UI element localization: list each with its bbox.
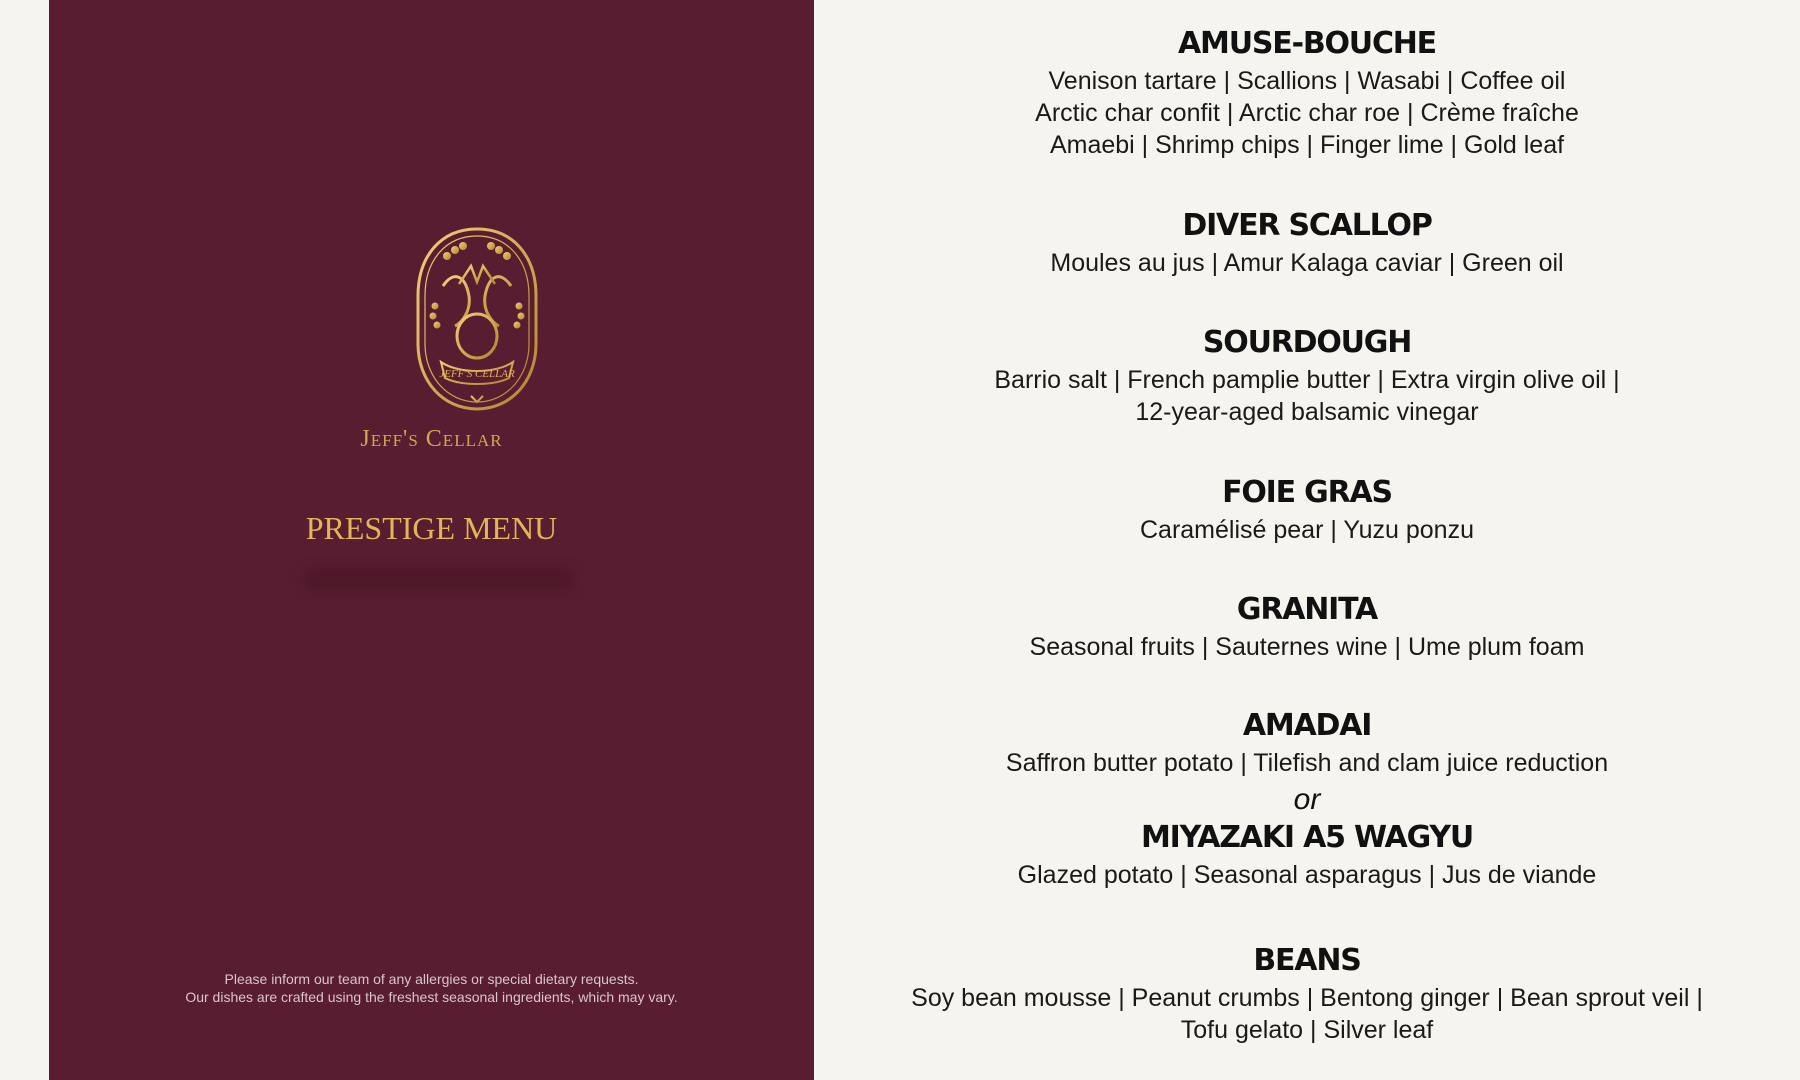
crest-banner-text: JEFF'S CELLAR (439, 368, 515, 380)
course-line: Arctic char confit | Arctic char roe | Crème fraîche (1035, 99, 1579, 127)
course-line: Venison tartare | Scallions | Wasabi | Coffee oil (1048, 67, 1566, 95)
course-description (814, 631, 1800, 663)
course-title: GRANITA (1236, 592, 1378, 627)
course-description (814, 65, 1800, 161)
course-description (814, 364, 1800, 428)
course-line: 12-year-aged balsamic vinegar (1135, 398, 1479, 426)
course-line: Soy bean mousse | Peanut crumbs | Bentong ginger | Bean sprout veil | (911, 984, 1703, 1012)
course-line: Tofu gelato | Silver leaf (1180, 1016, 1434, 1044)
course-line: Glazed potato | Seasonal asparagus | Jus de viande (1017, 861, 1597, 889)
course-title: SOURDOUGH (1202, 325, 1412, 360)
course-amuse-bouche (814, 25, 1800, 161)
menu-cover (49, 0, 814, 1080)
allergy-note-line: Please inform our team of any allergies or special dietary requests. (224, 971, 639, 987)
course-line: Seasonal fruits | Sauternes wine | Ume plum foam (1029, 633, 1585, 661)
allergy-note (49, 970, 814, 1006)
course-line: Moules au jus | Amur Kalaga caviar | Green oil (1050, 249, 1564, 277)
menu-title: PRESTIGE MENU (305, 510, 558, 546)
course-title: AMADAI (1242, 708, 1372, 743)
jeffs-cellar-crest-logo (413, 226, 541, 412)
course-title: AMUSE-BOUCHE (1178, 26, 1436, 61)
brand-name: Jeff's Cellar (360, 426, 503, 452)
course-title: DIVER SCALLOP (1182, 208, 1432, 243)
course-granita (814, 591, 1800, 663)
course-description (814, 514, 1800, 546)
course-alt-title: MIYAZAKI A5 WAGYU (1140, 820, 1474, 855)
course-alt-description (814, 859, 1800, 891)
course-amadai-or-wagyu (814, 707, 1800, 891)
course-title: FOIE GRAS (1222, 475, 1392, 510)
course-diver-scallop (814, 207, 1800, 279)
course-beans (814, 942, 1800, 1046)
course-list (814, 0, 1800, 1080)
blurred-subtitle (304, 568, 574, 590)
course-description (814, 982, 1800, 1046)
course-line: Amaebi | Shrimp chips | Finger lime | Gold leaf (1049, 131, 1565, 159)
course-line: Barrio salt | French pamplie butter | Extra virgin olive oil | (994, 366, 1620, 394)
course-sourdough (814, 324, 1800, 428)
course-line: Caramélisé pear | Yuzu ponzu (1139, 516, 1474, 544)
course-title: BEANS (1253, 943, 1361, 978)
course-alternative-or: or (1293, 783, 1321, 816)
seasonal-note-line: Our dishes are crafted using the freshest seasonal ingredients, which may vary. (185, 989, 678, 1005)
course-description (814, 747, 1800, 779)
course-description (814, 247, 1800, 279)
course-foie-gras (814, 474, 1800, 546)
course-line: Saffron butter potato | Tilefish and clam juice reduction (1005, 749, 1609, 777)
